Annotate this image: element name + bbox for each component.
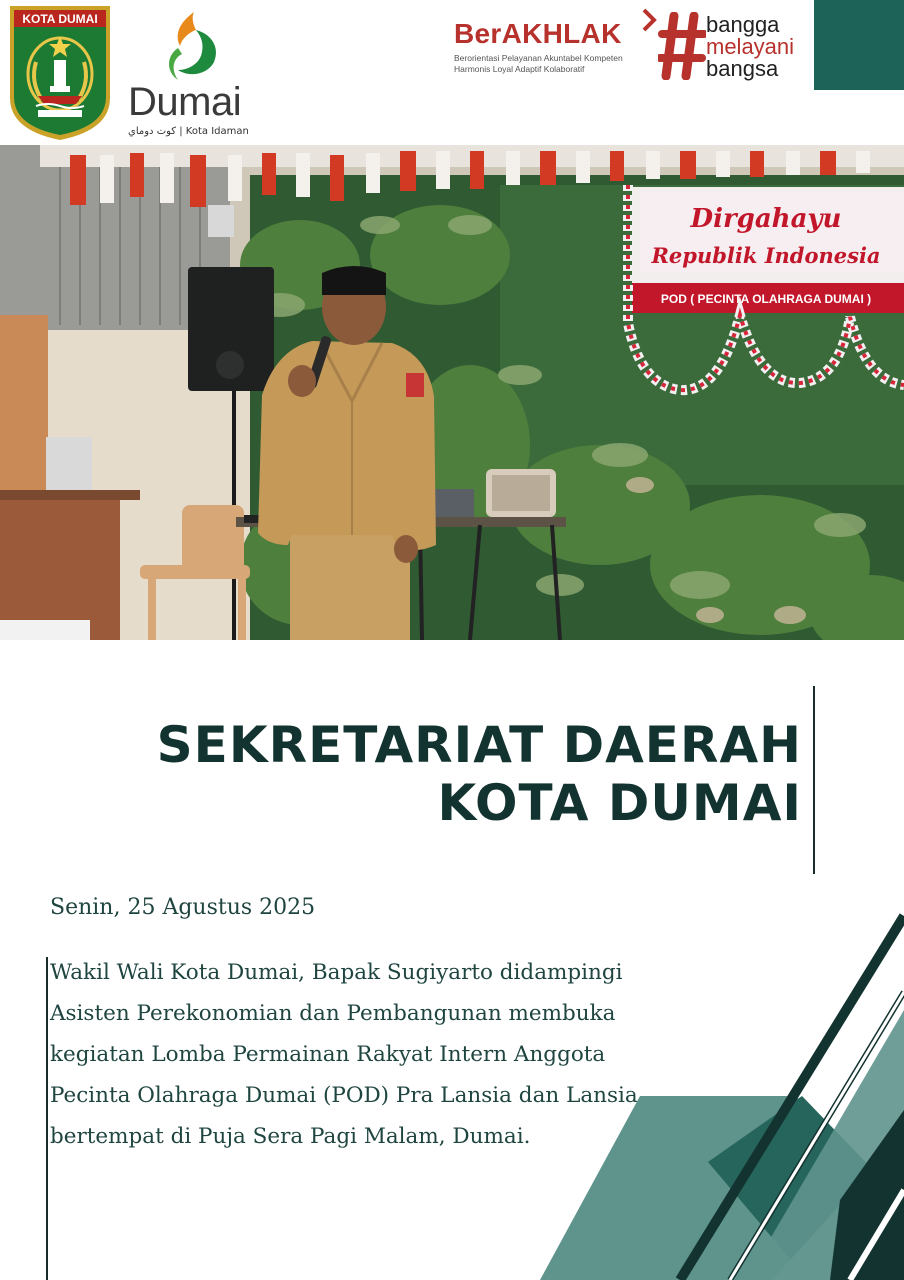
title-vertical-rule <box>813 686 815 874</box>
emblem-label: KOTA DUMAI <box>22 12 98 26</box>
hashtag-icon <box>658 12 706 80</box>
berakhlak-tagline <box>454 53 623 75</box>
corner-accent-block <box>814 0 904 90</box>
body-vertical-rule <box>46 957 48 1280</box>
bangsa-word: bangsa <box>706 56 779 81</box>
kota-dumai-emblem <box>6 2 114 142</box>
title-line2: KOTA DUMAI <box>437 774 802 832</box>
event-photo <box>0 145 904 640</box>
berakhlak-logo <box>454 20 623 75</box>
banner-line2: Republik Indonesia <box>651 243 881 268</box>
melayani-word: melayani <box>706 34 795 59</box>
berakhlak-tagline-line2: Harmonis Loyal Adaptif Kolaboratif <box>454 64 585 74</box>
dumai-flame-icon <box>124 8 264 88</box>
banner-line1: Dirgahayu <box>690 204 842 234</box>
dumai-wordmark: Dumai <box>128 80 242 124</box>
decorative-triangles <box>540 900 904 1280</box>
title-line1: SEKRETARIAT DAERAH <box>156 716 802 774</box>
dumai-kota-idaman: Kota Idaman <box>185 126 249 137</box>
berakhlak-tagline-line1: Berorientasi Pelayanan Akuntabel Kompeten <box>454 53 623 63</box>
berakhlak-title: BerAKHLAK <box>454 18 622 49</box>
body-paragraph: Wakil Wali Kota Dumai, Bapak Sugiyarto didampingi Asisten Perekonomian dan Pembangunan membuka kegiatan Lomba Permainan Rakyat Intern Anggota Pecinta Olahraga Dumai (POD) Pra Lansia dan Lansia bertempat di Puja Sera Pagi Malam, Dumai. <box>50 960 638 1149</box>
header <box>0 0 904 145</box>
date-line: Senin, 25 Agustus 2025 <box>50 895 316 920</box>
dumai-arabic: كوت دوماي <box>128 126 177 137</box>
bangga-word: bangga <box>706 12 780 37</box>
bangga-melayani-bangsa <box>706 14 794 80</box>
dumai-tagline <box>128 126 249 137</box>
tagline-divider: | <box>179 126 186 137</box>
page-title <box>157 716 802 832</box>
banner-line3: POD ( PECINTA OLAHRAGA DUMAI ) <box>660 292 872 306</box>
